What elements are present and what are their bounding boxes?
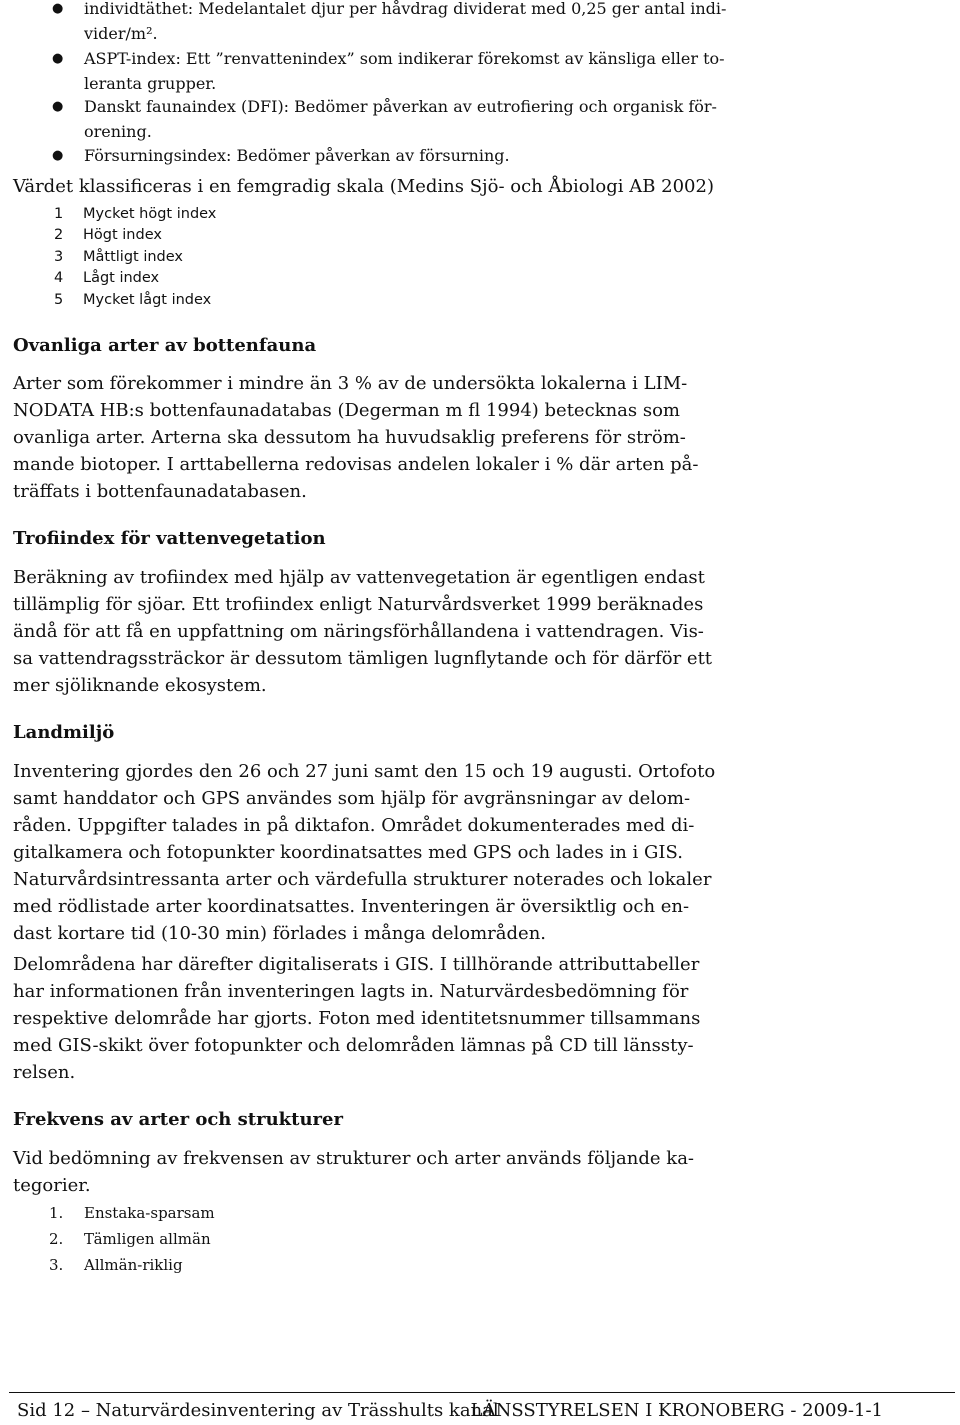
- section-heading: Ovanliga arter av bottenfauna: [13, 335, 317, 356]
- section-heading: Landmiljö: [13, 722, 115, 743]
- section-heading: Frekvens av arter och strukturer: [13, 1109, 343, 1130]
- paragraph-line: ändå för att få en uppfattning om näringsförhållandena i vattendragen. Vis-: [13, 621, 704, 642]
- bullet-icon: ●: [52, 148, 64, 163]
- bullet-line: vider/m².: [84, 23, 158, 43]
- scale-number: 2: [54, 227, 64, 244]
- section-paragraph: [13, 1145, 694, 1199]
- paragraph-line: respektive delområde har gjorts. Foton med identitetsnummer tillsammans: [13, 1008, 701, 1029]
- category-number: 2.: [49, 1230, 64, 1248]
- paragraph-line: tegorier.: [13, 1175, 91, 1196]
- paragraph-line: Arter som förekommer i mindre än 3 % av de undersökta lokalerna i LIM-: [13, 373, 688, 394]
- category-label: Enstaka-sparsam: [84, 1204, 215, 1222]
- bullet-icon: ●: [52, 51, 64, 66]
- section-paragraph: [13, 564, 712, 699]
- bullet-line: individtäthet: Medelantalet djur per håvdrag dividerat med 0,25 ger antal indi-: [84, 0, 727, 18]
- paragraph-line: med rödlistade arter koordinatsattes. Inventeringen är översiktlig och en-: [13, 896, 690, 917]
- footer-page-label: Sid 12 – Naturvärdesinventering av Trässhults kanal: [17, 1400, 499, 1421]
- bullet-icon: ●: [52, 99, 64, 114]
- paragraph-line: Delområdena har därefter digitaliserats i GIS. I tillhörande attributtabeller: [13, 954, 700, 975]
- paragraph-line: Vid bedömning av frekvensen av strukturer och arter används följande ka-: [13, 1148, 695, 1169]
- scale-number: 3: [54, 248, 64, 265]
- paragraph-line: mande biotoper. I arttabellerna redovisas andelen lokaler i % där arten på-: [13, 454, 699, 475]
- paragraph-line: träffats i bottenfaunadatabasen.: [13, 481, 307, 502]
- paragraph-line: samt handdator och GPS användes som hjälp för avgränsningar av delom-: [13, 788, 691, 809]
- section-paragraph: [13, 758, 715, 947]
- paragraph-line: med GIS-skikt över fotopunkter och delområden lämnas på CD till länssty-: [13, 1035, 694, 1056]
- scale-number: 4: [54, 270, 64, 287]
- section-heading: Trofiindex för vattenvegetation: [13, 528, 326, 549]
- footer-organization: LÄNSSTYRELSEN I KRONOBERG - 2009-1-1: [470, 1400, 883, 1421]
- scale-label: Mycket högt index: [83, 206, 217, 222]
- scale-label: Mycket lågt index: [83, 291, 212, 308]
- bullet-line: orening.: [84, 121, 152, 141]
- paragraph-line: Inventering gjordes den 26 och 27 juni samt den 15 och 19 augusti. Ortofoto: [13, 761, 716, 782]
- paragraph-line: sa vattendragssträckor är dessutom tämligen lugnflytande och för därför ett: [13, 648, 713, 669]
- scale-label: Högt index: [83, 227, 162, 244]
- paragraph-line: gitalkamera och fotopunkter koordinatsattes med GPS och lades in i GIS.: [13, 842, 683, 863]
- paragraph-line: ovanliga arter. Arterna ska dessutom ha huvudsaklig preferens för ström-: [13, 427, 686, 448]
- bullet-line: Försurningsindex: Bedömer påverkan av försurning.: [84, 146, 510, 165]
- paragraph-line: mer sjöliknande ekosystem.: [13, 675, 267, 696]
- scale-number: 5: [54, 291, 64, 308]
- section-paragraph: [13, 370, 699, 505]
- paragraph-line: har informationen från inventeringen lagts in. Naturvärdesbedömning för: [13, 981, 689, 1002]
- bullet-line: Danskt faunaindex (DFI): Bedömer påverkan av eutrofiering och organisk för-: [84, 97, 717, 116]
- scale-number: 1: [54, 206, 64, 222]
- section-paragraph: [13, 951, 700, 1086]
- paragraph-line: NODATA HB:s bottenfaunadatabas (Degerman m fl 1994) betecknas som: [13, 400, 681, 421]
- paragraph-line: relsen.: [13, 1062, 76, 1083]
- paragraph-line: Beräkning av trofiindex med hjälp av vattenvegetation är egentligen endast: [13, 567, 705, 588]
- paragraph-line: råden. Uppgifter talades in på diktafon. Området dokumenterades med di-: [13, 815, 695, 836]
- scale-intro-text: Värdet klassificeras i en femgradig skala (Medins Sjö- och Åbiologi AB 2002): [13, 176, 714, 197]
- bullet-icon: ●: [52, 1, 64, 16]
- category-label: Allmän-riklig: [84, 1256, 183, 1274]
- footer-divider: [9, 1392, 955, 1393]
- bullet-line: ASPT-index: Ett ”renvattenindex” som indikerar förekomst av känsliga eller to-: [84, 49, 725, 68]
- category-number: 1.: [49, 1204, 64, 1222]
- scale-label: Måttligt index: [83, 248, 183, 265]
- paragraph-line: tillämplig för sjöar. Ett trofiindex enligt Naturvårdsverket 1999 beräknades: [13, 594, 704, 615]
- paragraph-line: dast kortare tid (10-30 min) förlades i många delområden.: [13, 923, 547, 944]
- paragraph-line: Naturvårdsintressanta arter och värdefulla strukturer noterades och lokaler: [13, 869, 712, 890]
- bullet-line: leranta grupper.: [84, 73, 217, 93]
- scale-label: Lågt index: [83, 270, 160, 287]
- category-number: 3.: [49, 1256, 64, 1274]
- category-label: Tämligen allmän: [84, 1230, 211, 1248]
